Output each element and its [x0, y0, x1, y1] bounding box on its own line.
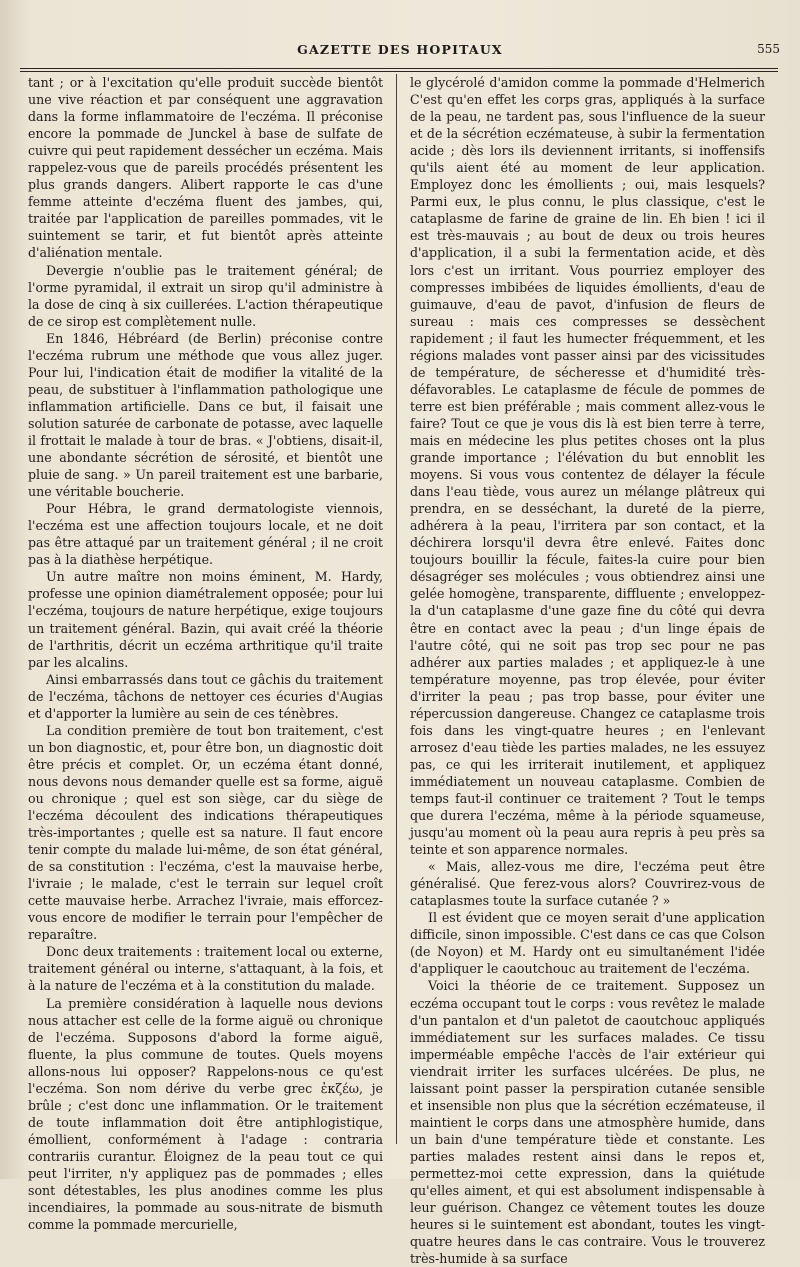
page-header: [20, 34, 780, 56]
header-rule: [20, 68, 778, 72]
page-number: 555: [757, 42, 780, 56]
paragraph: Donc deux traitements : traitement local ou externe, traitement général ou interne, s'attaquant, à la fois, et à la nature de l'eczéma et à la constitution du malade.: [28, 944, 383, 994]
paragraph: Voici la théorie de ce traitement. Supposez un eczéma occupant tout le corps : vous revêtez le malade d'un pantalon et d'un paletot de caoutchouc appliqués immédiatement sur les surfaces malades. Ce tissu imperméable empêche l'accès de l'air extérieur qui viendrait irriter les surfaces ulcérées. De plus, ne laissant point passer la perspiration cutanée sensible et insensible non plus que la sécrétion eczémateuse, il maintient le corps dans une atmosphère humide, dans un bain d'une température tiède et constante. Les parties malades restent ainsi dans le repos et, permettez-moi cette expression, dans la quiétude qu'elles aiment, et qui est absolument indispensable à leur guérison. Changez ce vêtement toutes les douze heures si le suintement est abondant, toutes les vingt-quatre heures dans le cas contraire. Vous le trouverez très-humide à sa surface: [410, 978, 765, 1267]
right-column: [410, 74, 765, 1267]
paragraph: En 1846, Hébréard (de Berlin) préconise contre l'eczéma rubrum une méthode que vous allez juger. Pour lui, l'indication était de modifier la vitalité de la peau, de substituer à l'inflammation pathologique une inflammation artificielle. Dans ce but, il faisait une solution saturée de carbonate de potasse, avec laquelle il frottait le malade à tour de bras. « J'obtiens, disait-il, une abondante sécrétion de sérosité, et bientôt une pluie de sang. » Un pareil traitement est une barbarie, une véritable boucherie.: [28, 330, 383, 500]
left-column: [28, 74, 383, 1233]
column-divider: [396, 74, 397, 1144]
paragraph: Il est évident que ce moyen serait d'une application difficile, sinon impossible. C'est dans ce cas que Colson (de Noyon) et M. Hardy ont eu simultanément l'idée d'appliquer le caoutchouc au traitement de l'eczéma.: [410, 910, 765, 977]
paragraph: « Mais, allez-vous me dire, l'eczéma peut être généralisé. Que ferez-vous alors? Couvrirez-vous de cataplasmes toute la surface cutanée ? »: [410, 859, 765, 909]
paragraph: La condition première de tout bon traitement, c'est un bon diagnostic, et, pour être bon, un diagnostic doit être précis et complet. Or, un eczéma étant donné, nous devons nous demander quelle est sa forme, aiguë ou chronique ; quel est son siège, car du siège de l'eczéma découlent des indications thérapeutiques très-importantes ; quelle est sa nature. Il faut encore tenir compte du malade lui-même, de son état général, de sa constitution : l'eczéma, c'est la mauvaise herbe, l'ivraie ; le malade, c'est le terrain sur lequel croît cette mauvaise herbe. Arrachez l'ivraie, mais efforcez-vous encore de modifier le terrain pour l'empêcher de reparaître.: [28, 722, 383, 943]
paragraph: Ainsi embarrassés dans tout ce gâchis du traitement de l'eczéma, tâchons de nettoyer ces écuries d'Augias et d'apporter la lumière au sein de ces ténèbres.: [28, 671, 383, 721]
paragraph: le glycérolé d'amidon comme la pommade d'Helmerich C'est qu'en effet les corps gras, appliqués à la surface de la peau, ne tardent pas, sous l'influence de la sueur et de la sécrétion eczémateuse, à subir la fermentation acide ; dès lors ils deviennent irritants, si inoffensifs qu'ils aient été au moment de leur application. Employez donc les émollients ; oui, mais lesquels? Parmi eux, le plus connu, le plus classique, c'est le cataplasme de farine de graine de lin. Eh bien ! ici il est très-mauvais ; au bout de deux ou trois heures d'application, il a subi la fermentation acide, et dès lors c'est un irritant. Vous pourriez employer des compresses imbibées de liquides émollients, d'eau de guimauve, d'eau de pavot, d'infusion de fleurs de sureau : mais ces compresses se dessèchent rapidement ; il faut les humecter fréquemment, et les régions malades vont passer ainsi par des vicissitudes de température, de sécheresse et d'humidité très-défavorables. Le cataplasme de fécule de pommes de terre est bien préférable ; mais comment allez-vous le faire? Tout ce que je vous dis là est bien terre à terre, mais en médecine les plus petites choses ont la plus grande importance ; l'élévation du but ennoblit les moyens. Si vous vous contentez de délayer la fécule dans l'eau tiède, vous aurez un mélange plâtreux qui prendra, en se desséchant, la dureté de la pierre, adhérera à la peau, l'irritera par son contact, et la déchirera lorsqu'il devra être enlevé. Faites donc toujours bouillir la fécule, faites-la cuire pour bien désagréger ses molécules ; vous obtiendrez ainsi une gelée homogène, transparente, diffluente ; enveloppez-la d'un cataplasme d'une gaze fine du côté qui devra être en contact avec la peau ; d'un linge épais de l'autre côté, qui ne soit pas trop sec pour ne pas adhérer aux parties malades ; et appliquez-le à une température moyenne, pas trop élevée, pour éviter d'irriter la peau ; pas trop basse, pour éviter une répercussion dangereuse. Changez ce cataplasme trois fois dans les vingt-quatre heures ; en l'enlevant arrosez d'eau tiède les parties malades, ne les essuyez pas, ce qui les irriterait inutilement, et appliquez immédiatement un nouveau cataplasme. Combien de temps faut-il continuer ce traitement ? Tout le temps que durera l'eczéma, même à la période squameuse, jusqu'au moment où la peau aura repris à peu près sa teinte et son apparence normales.: [410, 75, 765, 858]
paragraph: Un autre maître non moins éminent, M. Hardy, professe une opinion diamétralement opposée; pour lui l'eczéma, toujours de nature herpétique, exige toujours un traitement général. Bazin, qui avait créé la théorie de l'arthritis, décrit un eczéma arthritique qu'il traite par les alcalins.: [28, 569, 383, 670]
publication-title: GAZETTE DES HOPITAUX: [297, 42, 503, 57]
paragraph: La première considération à laquelle nous devions nous attacher est celle de la forme aiguë ou chronique de l'eczéma. Supposons d'abord la forme aiguë, fluente, la plus commune de toutes. Quels moyens allons-nous lui opposer? Rappelons-nous ce qu'est l'eczéma. Son nom dérive du verbe grec ἐκζέω, je brûle ; c'est donc une inflammation. Or le traitement de toute inflammation doit être antiphlogistique, émollient, conformément à l'adage : contraria contrariis curantur. Éloignez de la peau tout ce qui peut l'irriter, n'y appliquez pas de pommades ; elles sont détestables, les plus anodines comme les plus incendiaires, la pommade au sous-nitrate de bismuth comme la pommade mercurielle,: [28, 995, 383, 1233]
paragraph: Pour Hébra, le grand dermatologiste viennois, l'eczéma est une affection toujours locale, et ne doit pas être attaqué par un traitement général ; il ne croit pas à la diathèse herpétique.: [28, 501, 383, 568]
paragraph: tant ; or à l'excitation qu'elle produit succède bientôt une vive réaction et par conséquent une aggravation dans la forme inflammatoire de l'eczéma. Il préconise encore la pommade de Junckel à base de sulfate de cuivre qui peut rapidement dessécher un eczéma. Mais rappelez-vous que de pareils procédés présentent les plus grands dangers. Alibert rapporte le cas d'une femme atteinte d'eczéma fluent des jambes, qui, traitée par l'application de pareilles pommades, vit le suintement se tarir, et fut bientôt après atteinte d'aliénation mentale.: [28, 75, 383, 261]
paragraph: Devergie n'oublie pas le traitement général; de l'orme pyramidal, il extrait un sirop qu'il administre à la dose de cinq à six cuillerées. L'action thérapeutique de ce sirop est complètement nulle.: [28, 262, 383, 329]
